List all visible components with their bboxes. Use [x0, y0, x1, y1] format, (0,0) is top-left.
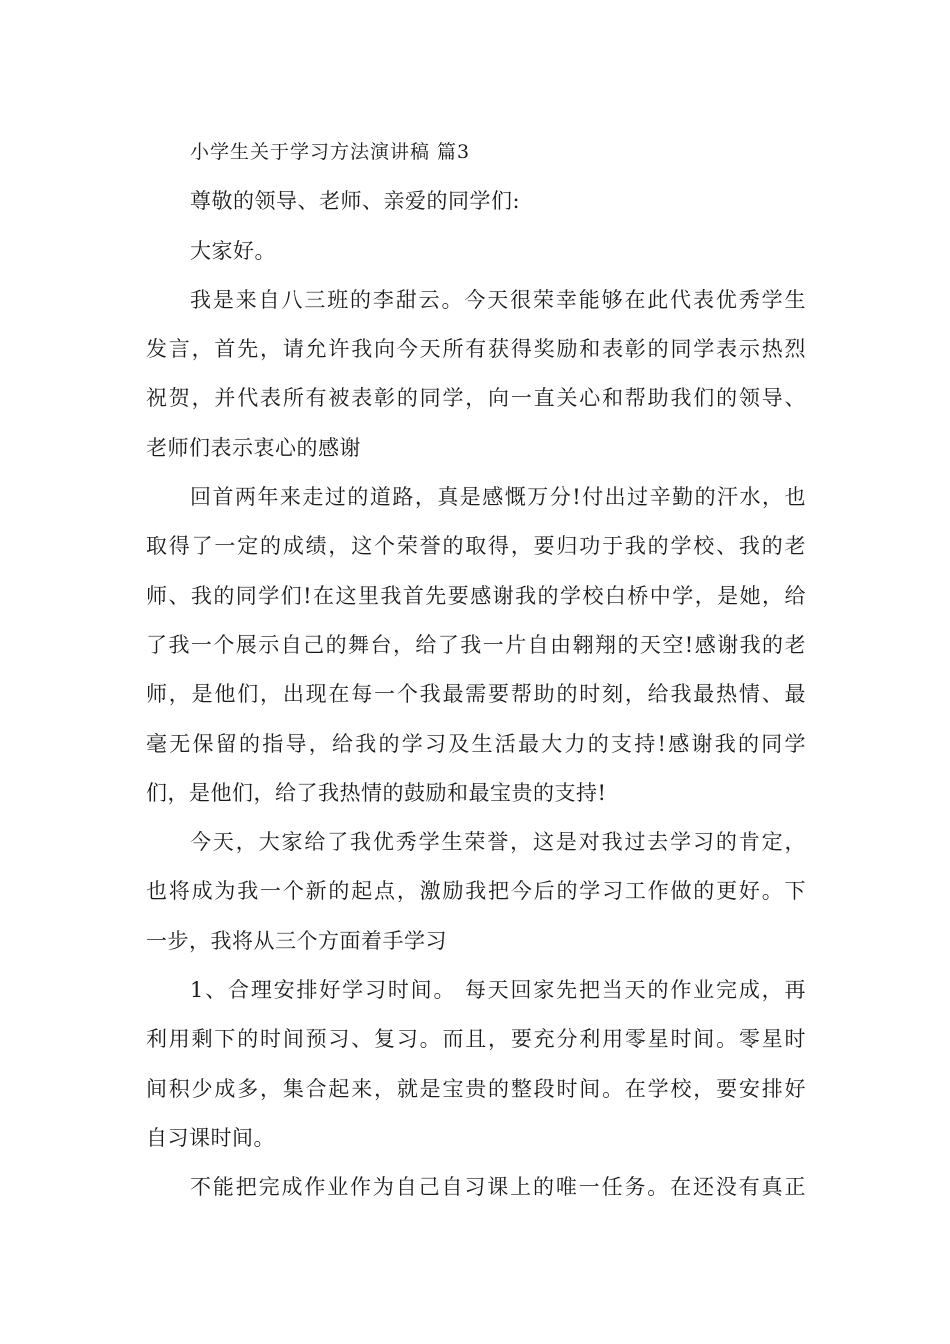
paragraph-line: 利用剩下的时间预习、复习。而且，要充分利用零星时间。零星时 [146, 1027, 806, 1052]
paragraph-line: 1、合理安排好学习时间。 每天回家先把当天的作业完成，再 [190, 978, 806, 1003]
paragraph-line: 了我一个展示自己的舞台，给了我一片自由翱翔的天空!感谢我的老 [146, 632, 806, 657]
paragraph-line: 们，是他们，给了我热情的鼓励和最宝贵的支持! [146, 780, 607, 805]
paragraph-line: 回首两年来走过的道路，真是感慨万分!付出过辛勤的汗水，也 [190, 485, 806, 510]
paragraph-line: 不能把完成作业作为自己自习课上的唯一任务。在还没有真正 [190, 1175, 806, 1200]
paragraph-line: 我是来自八三班的李甜云。今天很荣幸能够在此代表优秀学生 [190, 287, 806, 312]
paragraph-line: 也将成为我一个新的起点，激励我把今后的学习工作做的更好。下 [146, 879, 806, 904]
paragraph-line: 自习课时间。 [146, 1125, 275, 1150]
salutation: 尊敬的领导、老师、亲爱的同学们: [190, 189, 521, 214]
paragraph-line: 师，是他们，出现在每一个我最需要帮助的时刻，给我最热情、最 [146, 682, 806, 707]
paragraph-line: 毫无保留的指导，给我的学习及生活最大力的支持!感谢我的同学 [146, 731, 806, 756]
paragraph-line: 祝贺，并代表所有被表彰的同学，向一直关心和帮助我们的领导、 [146, 386, 806, 411]
document-title: 小学生关于学习方法演讲稿 篇3 [190, 141, 471, 163]
greeting: 大家好。 [190, 238, 276, 263]
paragraph-line: 老师们表示衷心的感谢 [146, 435, 361, 460]
paragraph-line: 一步，我将从三个方面着手学习 [146, 928, 447, 953]
paragraph-line: 师、我的同学们!在这里我首先要感谢我的学校白桥中学，是她，给 [146, 583, 806, 608]
document-page [146, 128, 806, 1213]
paragraph-line: 取得了一定的成绩，这个荣誉的取得，要归功于我的学校、我的老 [146, 534, 806, 559]
paragraph-line: 今天，大家给了我优秀学生荣誉，这是对我过去学习的肯定， [190, 830, 806, 855]
paragraph-line: 间积少成多，集合起来，就是宝贵的整段时间。在学校，要安排好 [146, 1076, 806, 1101]
paragraph-line: 发言，首先，请允许我向今天所有获得奖励和表彰的同学表示热烈 [146, 337, 806, 362]
